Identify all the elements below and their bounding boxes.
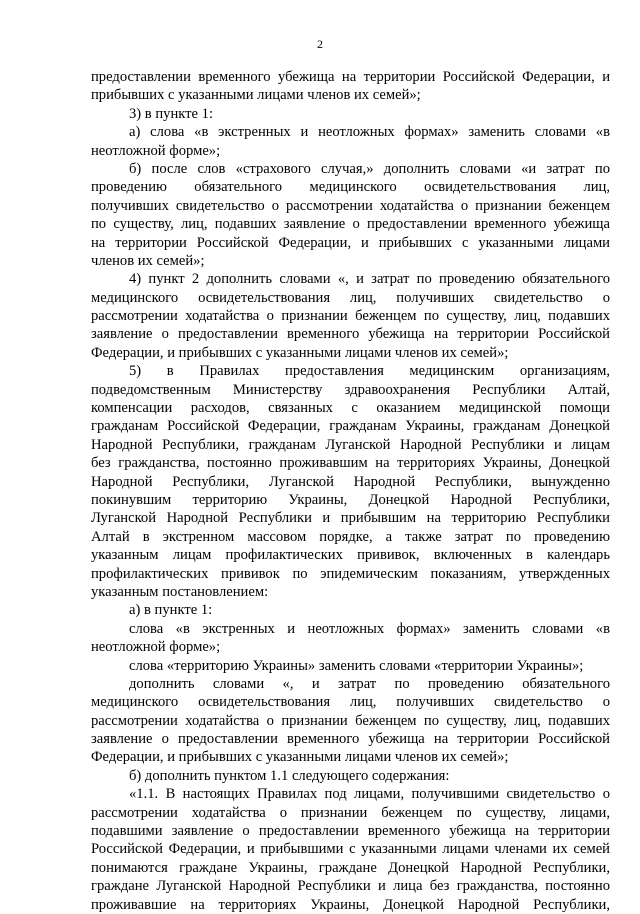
text-line: получивших свидетельство о рассмотрении ходатайства о признании беженцем [91,197,610,214]
text-line: слова «территорию Украины» заменить словами «территории Украины»; [129,657,584,674]
document-body [91,68,610,914]
text-line: заявление о предоставлении временного убежища на территории Российской [91,326,610,343]
page-number: 2 [317,37,323,51]
text-line: прибывших с указанными лицами членов их семей»; [91,87,421,104]
text-line: членов их семей»; [91,252,205,269]
text-line: подведомственным Министерству здравоохранения Республики Алтай, [91,381,610,398]
text-line: 4) пункт 2 дополнить словами «, и затрат по проведению обязательного [129,271,610,288]
text-line: Федерации, и прибывших с указанными лицами членов их семей»; [91,344,509,361]
text-line: проживавшие на территориях Украины, Донецкой Народной Республики, [91,896,610,913]
text-line: проведению обязательного медицинского освидетельствования лиц, [91,179,610,196]
text-line: медицинского освидетельствования лиц, получивших свидетельство о [91,694,610,711]
text-line: а) в пункте 1: [129,602,213,619]
text-line: рассмотрении ходатайства о признании беженцем по существу, лицами, [91,804,610,821]
text-line: покинувшим территорию Украины, Донецкой Народной Республики, [91,491,610,508]
text-line: понимаются граждане Украины, граждане Донецкой Народной Республики, [91,859,610,876]
text-line: рассмотрении ходатайства о признании беженцем по существу, лиц, подавших [91,712,610,729]
text-line: «1.1. В настоящих Правилах под лицами, получившими свидетельство о [129,786,610,803]
text-line: Алтай в экстренном массовом порядке, а также затрат по проведению [91,528,610,545]
text-line: 5) в Правилах предоставления медицинским организациям, [129,363,610,380]
text-line: граждане Луганской Народной Республики и лица без гражданства, постоянно [91,878,610,895]
text-line: Народной Республики, гражданам Луганской Народной Республики и лицам [91,436,610,453]
text-line: Народной Республики, Луганской Народной Республики, вынужденно [91,473,610,490]
text-line: указанным лицам профилактических прививок, включенных в календарь [91,547,610,564]
text-line: 3) в пункте 1: [129,105,214,122]
text-line: б) дополнить пунктом 1.1 следующего содержания: [129,767,450,784]
text-line: предоставлении временного убежища на территории Российской Федерации, и [91,69,610,85]
text-line: слова «в экстренных и неотложных формах» заменить словами «в [129,620,610,637]
text-line: подавшими заявление о предоставлении временного убежища на территории [91,823,610,840]
text-line: Луганской Народной Республики и прибывшим на территорию Республики [91,510,610,527]
text-line: Федерации, и прибывших с указанными лицами членов их семей»; [91,749,509,766]
text-line: рассмотрении ходатайства о признании беженцем по существу, лиц, подавших [91,308,610,325]
text-line: по существу, лиц, подавших заявление о предоставлении временного убежища [91,216,610,233]
text-line: без гражданства, постоянно проживавшим на территориях Украины, Донецкой [91,455,610,472]
text-line: на территории Российской Федерации, и прибывших с указанными лицами [91,234,610,251]
text-line: гражданам Российской Федерации, гражданам Украины, гражданам Донецкой [91,418,610,435]
text-line: медицинского освидетельствования лиц, получивших свидетельство о [91,289,610,306]
text-line: неотложной форме»; [91,142,221,159]
text-line: неотложной форме»; [91,639,221,656]
text-line: а) слова «в экстренных и неотложных формах» заменить словами «в [129,124,610,141]
text-line: заявление о предоставлении временного убежища на территории Российской [91,731,610,748]
text-line: дополнить словами «, и затрат по проведению обязательного [129,675,610,692]
text-line: компенсации расходов, связанных с оказанием медицинской помощи [91,400,610,417]
text-line: б) после слов «страхового случая,» дополнить словами «и затрат по [129,160,610,177]
text-line: Российской Федерации, и прибывшими с указанными лицами членами их семей [91,841,610,858]
text-line: профилактических прививок по эпидемическим показаниям, утвержденных [91,565,610,582]
text-line: указанным постановлением: [91,583,269,600]
